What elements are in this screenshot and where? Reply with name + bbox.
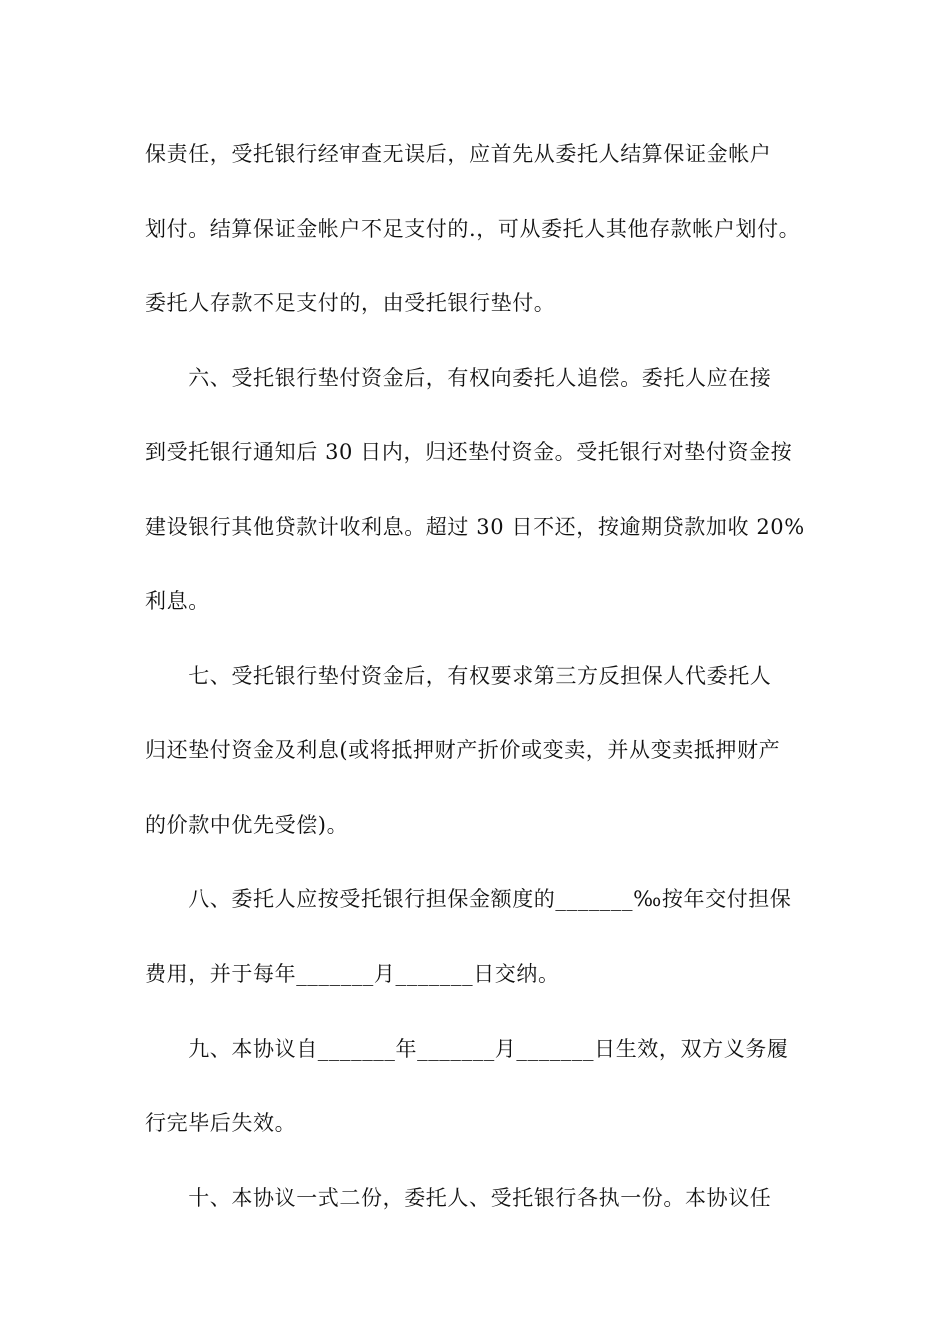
text-line: 行完毕后失效。: [145, 1111, 297, 1135]
text-line: 划付。结算保证金帐户不足支付的.，可从委托人其他存款帐户划付。: [145, 217, 801, 241]
text-line: 九、本协议自_______年_______月_______日生效，双方义务履: [145, 1037, 789, 1061]
text-line: 六、受托银行垫付资金后，有权向委托人追偿。委托人应在接: [145, 366, 772, 390]
text-line: 保责任，受托银行经审查无误后，应首先从委托人结算保证金帐户: [145, 142, 772, 166]
text-line: 委托人存款不足支付的，由受托银行垫付。: [145, 291, 556, 315]
text-line: 建设银行其他贷款计收利息。超过 30 日不还，按逾期贷款加收 20%: [145, 515, 805, 539]
text-line: 到受托银行通知后 30 日内，归还垫付资金。受托银行对垫付资金按: [145, 440, 793, 464]
text-line: 七、受托银行垫付资金后，有权要求第三方反担保人代委托人: [145, 664, 772, 688]
text-line: 利息。: [145, 589, 210, 613]
text-line: 的价款中优先受偿)。: [145, 813, 349, 837]
text-line: 费用，并于每年_______月_______日交纳。: [145, 962, 560, 986]
text-line: 八、委托人应按受托银行担保金额度的_______‰按年交付担保: [145, 887, 792, 911]
text-line: 归还垫付资金及利息(或将抵押财产折价或变卖，并从变卖抵押财产: [145, 738, 781, 762]
text-line: 十、本协议一式二份，委托人、受托银行各执一份。本协议任: [145, 1186, 772, 1210]
